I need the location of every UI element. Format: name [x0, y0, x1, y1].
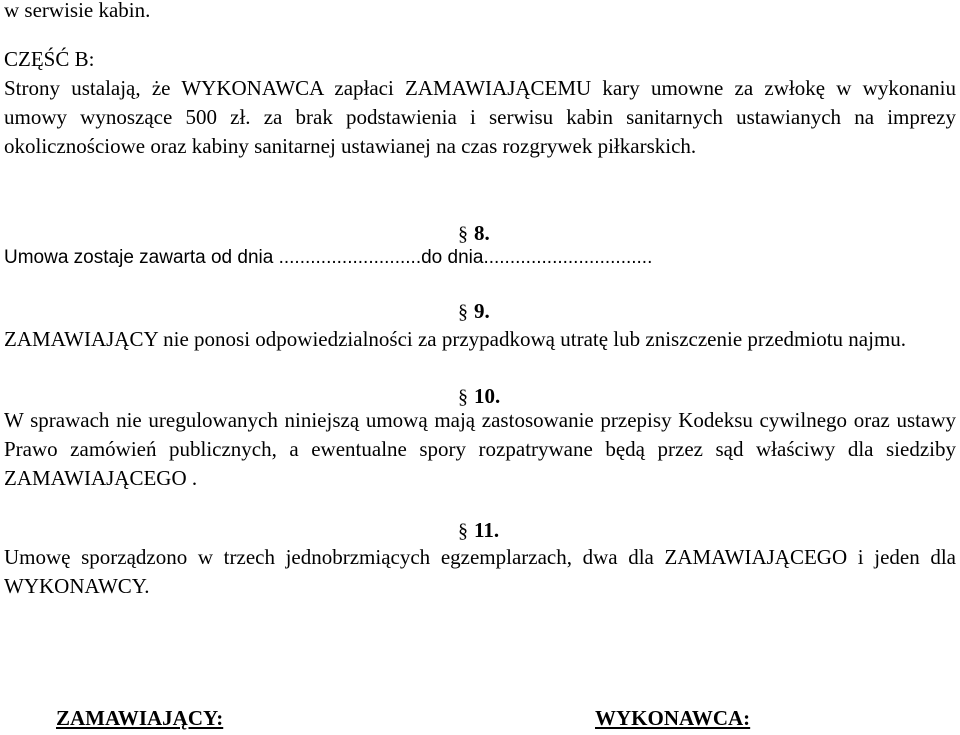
section-11-number: 11.	[474, 518, 500, 542]
section-8-text: Umowa zostaje zawarta od dnia ...........................do dnia................................	[4, 247, 653, 268]
section-10-text: W sprawach nie uregulowanych niniejszą umową mają zastosowanie przepisy Kodeksu cywilnego oraz ustawy Prawo zamówień publicznych, a ewentualne spory rozpatrywane będą przez sąd właściwy dla siedziby ZAMAWIAJĄCEGO .	[4, 408, 956, 490]
paragraph-symbol: §	[458, 520, 468, 542]
signature-wykonawca: WYKONAWCA:	[595, 706, 751, 730]
section-10-number: 10.	[474, 384, 501, 408]
part-b-title: CZĘŚĆ B:	[4, 47, 95, 71]
section-9-number: 9.	[474, 299, 490, 323]
part-b-text: Strony ustalają, że WYKONAWCA zapłaci ZAMAWIAJĄCEMU kary umowne za zwłokę w wykonaniu umowy wynoszące 500 zł. za brak podstawienia i serwisu kabin sanitarnych ustawianych na imprezy okolicznościowe oraz kabiny sanitarnej ustawianej na czas rozgrywek piłkarskich.	[4, 76, 956, 158]
paragraph-symbol: §	[458, 223, 468, 245]
section-11-text: Umowę sporządzono w trzech jednobrzmiących egzemplarzach, dwa dla ZAMAWIAJĄCEGO i jeden dla WYKONAWCY.	[4, 545, 956, 598]
signature-zamawiajacy: ZAMAWIAJĄCY:	[56, 706, 224, 730]
section-8-number: 8.	[474, 221, 490, 245]
section-9-text: ZAMAWIAJĄCY nie ponosi odpowiedzialności za przypadkową utratę lub zniszczenie przedmiotu najmu.	[4, 327, 907, 351]
section-9-heading	[458, 297, 490, 327]
intro-line: w serwisie kabin.	[4, 0, 151, 22]
paragraph-symbol: §	[458, 301, 468, 323]
section-11-heading	[458, 516, 499, 546]
paragraph-symbol: §	[458, 386, 468, 408]
